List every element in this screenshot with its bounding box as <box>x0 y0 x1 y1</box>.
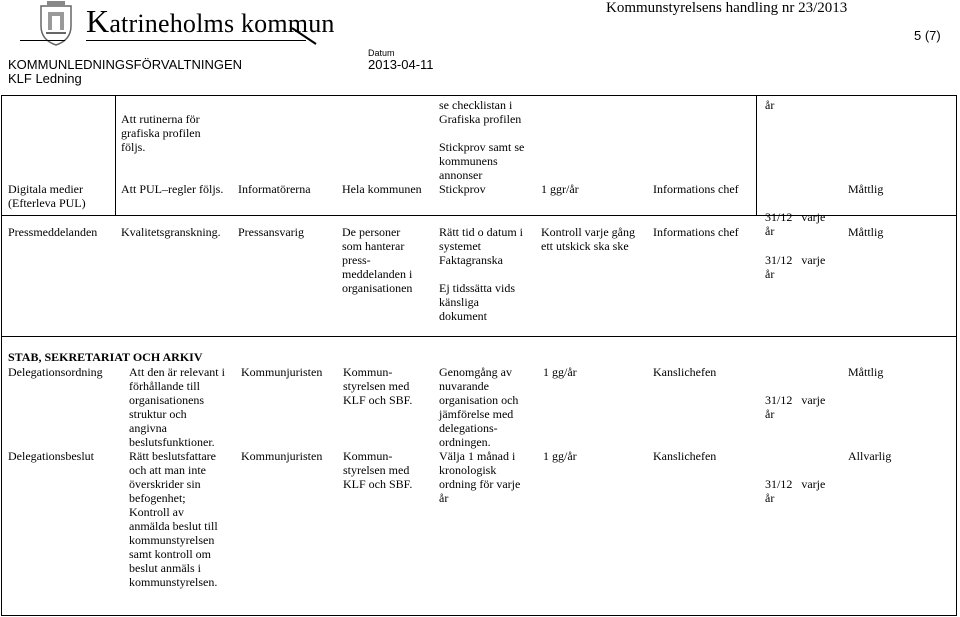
frequency-cell: Kontroll varje gång ett utskick ska ske <box>541 225 635 253</box>
section-heading: STAB, SEKRETARIAT OCH ARKIV <box>8 350 203 364</box>
method-cell: Rätt tid o datum i systemet Faktagranska Ej tidssätta vids känsliga dokument <box>439 225 523 323</box>
objective-cell: Kvalitetsgranskning. <box>121 225 221 239</box>
scope-cell: Hela kommunen <box>342 182 422 196</box>
deadline-cell: 31/12 varje år <box>765 210 826 238</box>
risk-cell: Måttlig <box>848 182 884 196</box>
reporting-cell: Informations chef <box>653 182 739 196</box>
method-cell: Genomgång av nuvarande organisation och jämförelse med delegations- ordningen. <box>439 365 519 449</box>
deadline-cell: år <box>765 98 775 112</box>
method-cell: Välja 1 månad i kronologisk ordning för varje år <box>439 449 521 505</box>
objective-cell: Att rutinerna för grafiska profilen följs. <box>121 112 201 154</box>
risk-cell: Måttlig <box>848 225 884 239</box>
row-divider <box>2 336 956 337</box>
risk-cell: Måttlig <box>848 365 884 379</box>
responsible-cell: Pressansvarig <box>238 225 304 239</box>
header-slash-mark <box>290 26 320 46</box>
department-name: KOMMUNLEDNINGSFÖRVALTNINGEN <box>8 57 243 72</box>
date-label: Datum <box>368 48 395 58</box>
control-plan-table <box>1 95 957 616</box>
organization-name: Katrineholms kommun <box>86 3 335 39</box>
scope-cell: Kommun- styrelsen med KLF och SBF. <box>343 365 413 407</box>
header-rule-left <box>20 40 65 41</box>
reporting-cell: Kanslichefen <box>653 365 717 379</box>
risk-cell: Allvarlig <box>848 449 892 463</box>
process-cell: Delegationsordning <box>8 365 103 379</box>
method-cell: Stickprov <box>439 182 486 196</box>
frequency-cell: 1 gg/år <box>543 365 577 379</box>
objective-cell: Att PUL–regler följs. <box>121 182 224 196</box>
objective-cell: Att den är relevant i förhållande till organisationens struktur och angivna beslutsfunktioner. <box>129 365 225 449</box>
scope-cell: De personer som hanterar press- meddelanden i organisationen <box>342 225 413 295</box>
column-divider <box>756 96 757 215</box>
frequency-cell: 1 gg/år <box>543 449 577 463</box>
responsible-cell: Kommunjuristen <box>241 449 323 463</box>
process-cell: Pressmeddelanden <box>8 225 98 239</box>
deadline-cell: 31/12 varje år <box>765 477 826 505</box>
page-number: 5 (7) <box>914 28 941 43</box>
column-divider <box>115 96 116 215</box>
scope-cell: Kommun- styrelsen med KLF och SBF. <box>343 449 413 491</box>
reporting-cell: Informations chef <box>653 225 739 239</box>
deadline-cell: 31/12 varje år <box>765 253 826 281</box>
responsible-cell: Kommunjuristen <box>241 365 323 379</box>
unit-name: KLF Ledning <box>8 71 82 86</box>
header-rule-right <box>86 40 306 41</box>
document-date: 2013-04-11 <box>368 57 434 72</box>
method-cell: se checklistan i Grafiska profilen Stickprov samt se kommunens annonser <box>439 98 525 182</box>
process-cell: Delegationsbeslut <box>8 449 94 463</box>
deadline-cell: 31/12 varje år <box>765 393 826 421</box>
document-title: Kommunstyrelsens handling nr 23/2013 <box>606 0 848 16</box>
frequency-cell: 1 ggr/år <box>541 182 579 196</box>
objective-cell: Rätt beslutsfattare och att man inte överskrider sin befogenhet; Kontroll av anmälda beslut till kommunstyrelsen samt kontroll om beslut anmäls i kommunstyrelsen. <box>129 449 218 589</box>
reporting-cell: Kanslichefen <box>653 449 717 463</box>
responsible-cell: Informatörerna <box>238 182 311 196</box>
process-cell: Digitala medier (Efterleva PUL) <box>8 182 86 210</box>
